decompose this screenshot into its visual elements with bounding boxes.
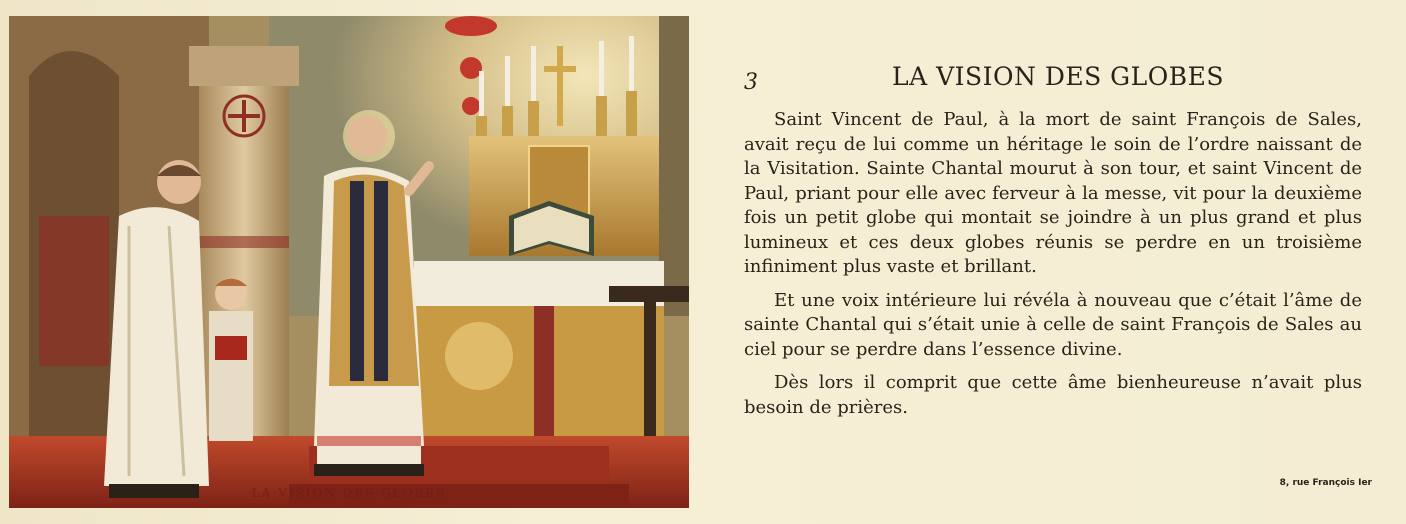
card-title: LA VISION DES GLOBES (891, 62, 1225, 91)
illustration-caption: LA VISION DES GLOBES (251, 486, 447, 500)
paragraph-1: Saint Vincent de Paul, à la mort de saint François de Sales, avait reçu de lui comme un héritage le soin de l’ordre naissant de la Visitation. Sainte Chantal mourut à son tour, et saint Vincent de Paul, priant pour elle avec ferveur à la messe, vit pour la deuxième fois un petit globe qui montait se joindre à un plus grand et plus lumineux et ces deux globes réunis se perdre en un troisième infiniment plus vaste et brillant. (744, 109, 1362, 277)
text-panel (744, 60, 1362, 420)
heading-row (744, 60, 1362, 94)
paragraph-3: Dès lors il comprit que cette âme bienheureuse n’avait plus besoin de prières. (744, 372, 1362, 418)
chromolithograph-illustration (9, 16, 689, 508)
publisher-address: 8, rue François Ier (1279, 478, 1372, 488)
paragraph-2: Et une voix intérieure lui révéla à nouveau que c’était l’âme de sainte Chantal qui s’était unie à celle de saint François de Sales au ciel pour se perdre dans l’essence divine. (744, 289, 1362, 360)
altar-scene-picture (9, 16, 689, 508)
card-number: 3 (744, 70, 758, 95)
